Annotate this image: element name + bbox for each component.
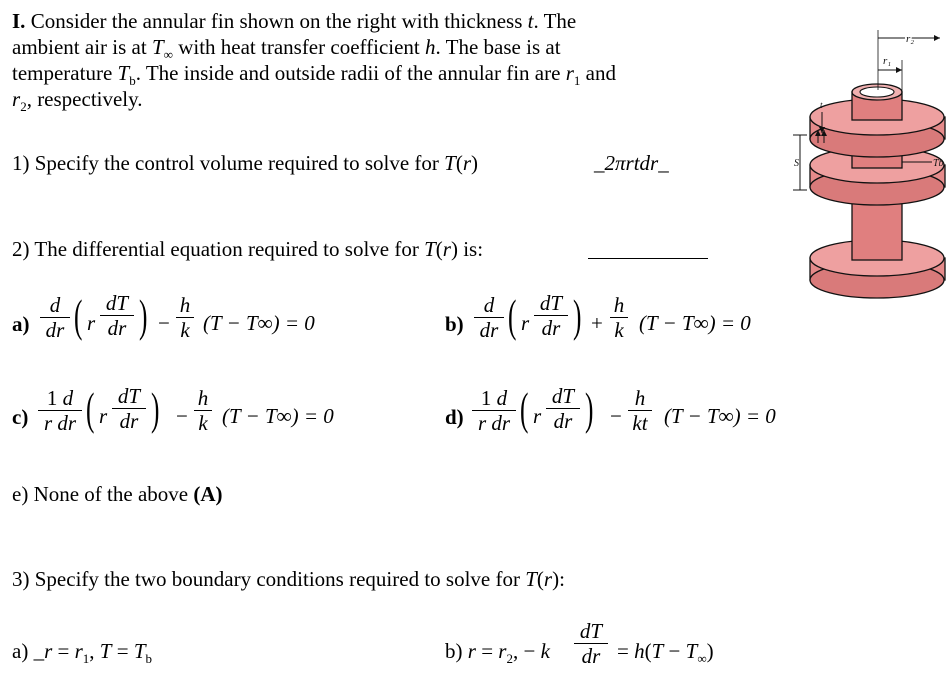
option-a-rest: (T − T∞) = 0 xyxy=(203,311,315,335)
section-number: I. xyxy=(12,9,26,33)
option-e-answer: (A) xyxy=(193,482,223,506)
q3-answer-b-suffix: = $h(T - T_\infty)$ xyxy=(617,639,714,667)
option-c-dT-dr: $\frac{dT}{dr}$ xyxy=(112,385,146,432)
option-d-1d-rdr: $\frac{1 d}{\text{r dr}}$ xyxy=(472,387,516,434)
option-a-dT-dr: $\frac{dT}{dr}$ xyxy=(100,292,134,339)
option-d-minus: − xyxy=(610,404,622,428)
intro-line-1 xyxy=(12,8,742,34)
option-d-label: d) xyxy=(445,405,464,429)
option-e xyxy=(12,481,223,507)
option-b-plus: + xyxy=(591,311,603,335)
tube-top-hole xyxy=(860,87,894,97)
option-b-label: b) xyxy=(445,312,464,336)
option-c-rparen: ) xyxy=(151,383,160,434)
q3-answer-b-prefix: b) $r = r_2$, − k xyxy=(445,639,550,667)
label-Tb: Tb xyxy=(933,158,944,169)
option-b-d-dr: $\frac{d}{dr}$ xyxy=(474,294,504,341)
q1-label: 1) Specify the control volume required to solve for T(r) xyxy=(12,151,479,175)
option-b-h-k: $\frac{h}{k}$ xyxy=(610,294,628,341)
intro-line-1-text: Consider the annular fin shown on the right with thickness t. The xyxy=(30,9,577,33)
intro-line-2: ambient air is at $T_\infty$ with heat transfer coefficient h. The base is at xyxy=(12,35,561,63)
option-a-minus: − xyxy=(158,311,170,335)
option-a-rparen: ) xyxy=(139,290,148,341)
option-c-lparen: ( xyxy=(86,383,95,434)
option-d-rparen: ) xyxy=(585,383,594,434)
option-a-label: a) xyxy=(12,312,30,336)
option-b-rparen: ) xyxy=(573,290,582,341)
q2-label: 2) The differential equation required to solve for T(r) is: xyxy=(12,237,484,261)
label-r2: r₂ xyxy=(905,33,915,45)
option-c-rest: (T − T∞) = 0 xyxy=(222,404,334,428)
option-a-d-dr: $\frac{d}{dr}$ xyxy=(40,294,70,341)
option-d-lparen: ( xyxy=(520,383,529,434)
label-S: S xyxy=(794,158,799,169)
option-b-lparen: ( xyxy=(508,290,517,341)
option-c-r: r xyxy=(99,404,108,428)
option-c-1d-rdr: $\frac{1 d}{\text{r dr}}$ xyxy=(38,387,82,434)
option-a-h-k: $\frac{h}{k}$ xyxy=(176,294,194,341)
option-c-h-k: $\frac{h}{k}$ xyxy=(194,387,212,434)
annular-fin-figure xyxy=(760,0,950,305)
intro-line-3: temperature $T_b$. The inside and outside radii of the annular fin are $r_1$ and xyxy=(12,61,616,89)
option-b-dT-dr: $\frac{dT}{dr}$ xyxy=(534,292,568,339)
q2-answer-blank xyxy=(588,258,708,259)
intro-line-4: $r_2$, respectively. xyxy=(12,87,143,115)
option-d-dT-dr: $\frac{dT}{dr}$ xyxy=(546,385,580,432)
option-b-r: r xyxy=(521,311,530,335)
option-e-label: e) None of the above xyxy=(12,482,194,506)
q1-answer: _2πrtdr_ xyxy=(594,151,669,175)
q3-label: 3) Specify the two boundary conditions required to solve for T(r): xyxy=(12,567,565,591)
intro-paragraph xyxy=(12,8,742,115)
q3-answer-b-fraction: $\frac{dT}{dr}$ xyxy=(574,620,608,667)
label-t: t xyxy=(820,100,823,110)
option-d-r: r xyxy=(533,404,542,428)
q3-answer-a: a) _r = $r_1$, $T = T_b$ xyxy=(12,639,153,667)
option-c-minus: − xyxy=(176,404,188,428)
option-d-h-kt: $\frac{h}{kt}$ xyxy=(628,387,652,434)
option-a-r: r xyxy=(87,311,96,335)
option-b-rest: (T − T∞) = 0 xyxy=(639,311,751,335)
option-d-rest: (T − T∞) = 0 xyxy=(664,404,776,428)
option-a-lparen: ( xyxy=(74,290,83,341)
option-c-label: c) xyxy=(12,405,29,429)
label-r1: r₁ xyxy=(883,55,892,67)
